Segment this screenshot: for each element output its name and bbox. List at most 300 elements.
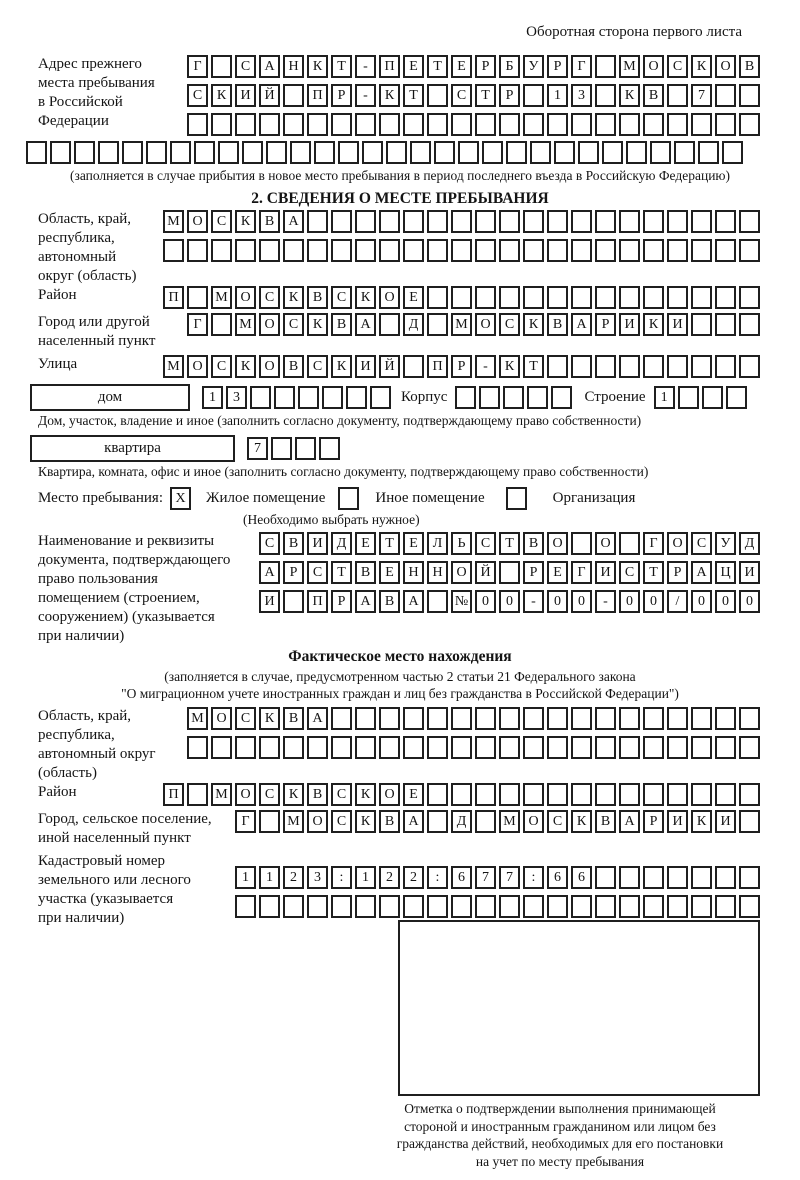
char-cell bbox=[739, 313, 760, 336]
char-cell: О bbox=[523, 810, 544, 833]
char-cell: 7 bbox=[691, 84, 712, 107]
char-cell bbox=[691, 736, 712, 759]
oblast-cells bbox=[163, 210, 760, 262]
char-cell: Р bbox=[331, 84, 352, 107]
char-cell: С bbox=[667, 55, 688, 78]
field-gorod-actual bbox=[38, 810, 760, 848]
char-cell: И bbox=[235, 84, 256, 107]
char-cell bbox=[475, 113, 496, 136]
char-row bbox=[259, 561, 760, 584]
label-line: населенный пункт bbox=[38, 333, 156, 349]
char-cell bbox=[739, 113, 760, 136]
oblast-label bbox=[38, 210, 136, 286]
field-mesto bbox=[38, 487, 760, 510]
char-cell bbox=[98, 141, 119, 164]
char-cell: С bbox=[259, 532, 280, 555]
char-cell bbox=[619, 286, 640, 309]
field-kadastr bbox=[38, 852, 760, 926]
char-cell: М bbox=[619, 55, 640, 78]
char-cell: П bbox=[307, 590, 328, 613]
char-cell bbox=[503, 386, 524, 409]
label-line: Город, сельское поселение, bbox=[38, 811, 212, 827]
char-cell: Й bbox=[379, 355, 400, 378]
char-cell bbox=[715, 783, 736, 806]
char-cell: К bbox=[283, 783, 304, 806]
char-row bbox=[235, 866, 760, 889]
label-line: Федерации bbox=[38, 113, 109, 129]
char-cell: О bbox=[451, 561, 472, 584]
char-cell bbox=[50, 141, 71, 164]
char-cell: П bbox=[379, 55, 400, 78]
char-cell: О bbox=[547, 532, 568, 555]
char-cell bbox=[410, 141, 431, 164]
char-cell: С bbox=[451, 84, 472, 107]
char-cell: 6 bbox=[451, 866, 472, 889]
char-cell: 1 bbox=[259, 866, 280, 889]
char-cell bbox=[739, 210, 760, 233]
char-cell bbox=[346, 386, 367, 409]
gorod-label bbox=[38, 313, 155, 351]
char-cell bbox=[451, 113, 472, 136]
char-cell: М bbox=[451, 313, 472, 336]
label-line: автономный bbox=[38, 249, 117, 265]
char-cell: Е bbox=[403, 783, 424, 806]
gorod-actual-label bbox=[38, 810, 212, 848]
char-cell bbox=[427, 895, 448, 918]
char-cell: С bbox=[691, 532, 712, 555]
char-cell bbox=[523, 239, 544, 262]
char-cell: Р bbox=[331, 590, 352, 613]
actual-title: Фактическое место нахождения bbox=[288, 648, 512, 665]
char-cell: 7 bbox=[247, 437, 268, 460]
char-cell: Р bbox=[667, 561, 688, 584]
char-cell bbox=[283, 895, 304, 918]
char-cell: Р bbox=[499, 84, 520, 107]
char-cell bbox=[271, 437, 292, 460]
char-cell bbox=[314, 141, 335, 164]
char-cell: И bbox=[259, 590, 280, 613]
char-cell: : bbox=[427, 866, 448, 889]
char-cell: С bbox=[211, 210, 232, 233]
char-cell bbox=[595, 355, 616, 378]
char-cell bbox=[403, 736, 424, 759]
char-cell: Д bbox=[739, 532, 760, 555]
char-cell: В bbox=[547, 313, 568, 336]
char-cell bbox=[678, 386, 699, 409]
char-cell: И bbox=[667, 313, 688, 336]
char-cell bbox=[499, 113, 520, 136]
char-cell bbox=[331, 210, 352, 233]
kvartira-box: квартира bbox=[30, 435, 235, 462]
char-cell bbox=[379, 313, 400, 336]
mesto-note: (Необходимо выбрать нужное) bbox=[243, 512, 420, 527]
label-line: Область, край, bbox=[38, 708, 132, 724]
char-cell bbox=[283, 239, 304, 262]
char-cell: А bbox=[355, 590, 376, 613]
char-cell: 0 bbox=[715, 590, 736, 613]
label-line: на учет по месту пребывания bbox=[475, 1153, 645, 1169]
char-cell bbox=[739, 707, 760, 730]
char-cell: С bbox=[283, 313, 304, 336]
char-cell bbox=[379, 707, 400, 730]
char-cell: К bbox=[379, 84, 400, 107]
char-cell bbox=[691, 286, 712, 309]
char-cell bbox=[643, 355, 664, 378]
prev-address-label bbox=[38, 55, 155, 131]
char-cell bbox=[691, 113, 712, 136]
char-cell bbox=[451, 239, 472, 262]
char-cell: А bbox=[355, 313, 376, 336]
section2-title: 2. СВЕДЕНИЯ О МЕСТЕ ПРЕБЫВАНИЯ bbox=[251, 190, 549, 207]
char-row bbox=[26, 141, 800, 164]
char-cell bbox=[307, 239, 328, 262]
field-gorod bbox=[38, 313, 760, 351]
char-row bbox=[259, 590, 760, 613]
char-cell: П bbox=[163, 783, 184, 806]
char-cell: А bbox=[403, 810, 424, 833]
field-kvartira bbox=[30, 435, 760, 462]
char-cell bbox=[259, 113, 280, 136]
label-line: Область, край, bbox=[38, 211, 132, 227]
char-cell bbox=[403, 355, 424, 378]
char-cell bbox=[322, 386, 343, 409]
checkbox-zhiloe: X bbox=[170, 487, 191, 510]
korpus-label: Корпус bbox=[401, 389, 448, 405]
char-cell bbox=[307, 895, 328, 918]
char-cell bbox=[571, 239, 592, 262]
label-line: Кадастровый номер bbox=[38, 853, 165, 869]
char-cell bbox=[475, 736, 496, 759]
char-cell: Т bbox=[427, 55, 448, 78]
char-cell bbox=[643, 113, 664, 136]
char-cell: О bbox=[595, 532, 616, 555]
char-cell bbox=[451, 286, 472, 309]
char-cell: - bbox=[523, 590, 544, 613]
char-cell bbox=[595, 286, 616, 309]
char-cell bbox=[602, 141, 623, 164]
char-cell bbox=[331, 707, 352, 730]
char-cell bbox=[379, 239, 400, 262]
char-cell: Т bbox=[331, 561, 352, 584]
char-cell: В bbox=[379, 590, 400, 613]
char-cell bbox=[691, 239, 712, 262]
char-cell bbox=[595, 736, 616, 759]
char-cell: Г bbox=[571, 561, 592, 584]
char-cell bbox=[475, 239, 496, 262]
char-cell bbox=[331, 895, 352, 918]
char-cell bbox=[259, 239, 280, 262]
char-cell: В bbox=[523, 532, 544, 555]
char-cell bbox=[250, 386, 271, 409]
char-cell bbox=[619, 783, 640, 806]
char-row bbox=[163, 355, 760, 378]
char-cell: : bbox=[331, 866, 352, 889]
char-cell bbox=[307, 113, 328, 136]
char-cell: В bbox=[331, 313, 352, 336]
char-cell bbox=[482, 141, 503, 164]
char-cell: 7 bbox=[475, 866, 496, 889]
char-cell bbox=[667, 113, 688, 136]
char-cell bbox=[619, 532, 640, 555]
char-cell: 2 bbox=[403, 866, 424, 889]
char-cell bbox=[530, 141, 551, 164]
char-cell: Д bbox=[451, 810, 472, 833]
char-cell: С bbox=[307, 355, 328, 378]
char-cell bbox=[595, 210, 616, 233]
char-cell: К bbox=[691, 810, 712, 833]
char-cell bbox=[667, 210, 688, 233]
char-cell: П bbox=[163, 286, 184, 309]
char-cell bbox=[427, 286, 448, 309]
char-cell: Е bbox=[379, 561, 400, 584]
char-cell bbox=[715, 239, 736, 262]
char-row bbox=[187, 313, 760, 336]
char-cell bbox=[667, 355, 688, 378]
char-cell: С bbox=[259, 286, 280, 309]
prev-address-note: (заполняется в случае прибытия в новое место пребывания в период последнего въезда в Российскую Федерацию) bbox=[69, 168, 731, 183]
char-cell bbox=[715, 286, 736, 309]
char-cell: М bbox=[499, 810, 520, 833]
char-cell: В bbox=[307, 286, 328, 309]
char-cell bbox=[595, 895, 616, 918]
char-cell: К bbox=[307, 313, 328, 336]
char-cell: 1 bbox=[355, 866, 376, 889]
oblast-actual-cells bbox=[187, 707, 760, 759]
char-cell bbox=[235, 895, 256, 918]
char-cell bbox=[619, 355, 640, 378]
char-cell bbox=[319, 437, 340, 460]
char-cell: С bbox=[259, 783, 280, 806]
char-cell bbox=[643, 895, 664, 918]
char-cell: 2 bbox=[283, 866, 304, 889]
char-cell: 0 bbox=[643, 590, 664, 613]
char-cell bbox=[691, 313, 712, 336]
char-cell bbox=[295, 437, 316, 460]
checkbox-organizatsiya bbox=[506, 487, 527, 510]
char-row bbox=[163, 239, 760, 262]
label-line: право пользования bbox=[38, 571, 158, 587]
char-cell: 3 bbox=[571, 84, 592, 107]
char-cell: Г bbox=[571, 55, 592, 78]
char-cell: С bbox=[235, 55, 256, 78]
char-cell bbox=[547, 895, 568, 918]
char-row bbox=[235, 810, 760, 833]
char-cell bbox=[211, 736, 232, 759]
char-cell: 0 bbox=[619, 590, 640, 613]
char-cell bbox=[595, 239, 616, 262]
char-cell: И bbox=[715, 810, 736, 833]
label-line: Отметка о подтверждении выполнения принимающей bbox=[404, 1101, 716, 1116]
char-cell bbox=[187, 736, 208, 759]
char-cell bbox=[274, 386, 295, 409]
char-cell: К bbox=[499, 355, 520, 378]
char-cell: А bbox=[619, 810, 640, 833]
label-line: республика, bbox=[38, 230, 115, 246]
char-cell bbox=[379, 113, 400, 136]
label-line: сооружением) (указывается bbox=[38, 609, 215, 625]
prev-address-cells bbox=[187, 55, 760, 136]
stamp-box bbox=[398, 920, 760, 1096]
char-cell: С bbox=[499, 313, 520, 336]
label-line: Город или другой bbox=[38, 314, 150, 330]
char-cell: О bbox=[259, 313, 280, 336]
char-cell: О bbox=[187, 210, 208, 233]
option-label-organizatsiya: Организация bbox=[552, 490, 636, 506]
char-row bbox=[163, 286, 760, 309]
char-cell bbox=[355, 736, 376, 759]
char-cell: Р bbox=[475, 55, 496, 78]
label-line: республика, bbox=[38, 727, 115, 743]
char-cell: С bbox=[331, 810, 352, 833]
char-cell: О bbox=[379, 783, 400, 806]
char-cell bbox=[739, 355, 760, 378]
char-cell bbox=[571, 707, 592, 730]
label-line: при наличии) bbox=[38, 628, 125, 644]
char-cell: М bbox=[163, 355, 184, 378]
char-cell bbox=[266, 141, 287, 164]
label-line: (область) bbox=[38, 765, 97, 781]
char-cell bbox=[667, 783, 688, 806]
char-cell bbox=[571, 783, 592, 806]
option-label-inoe: Иное помещение bbox=[375, 490, 485, 506]
char-cell bbox=[427, 736, 448, 759]
document-label bbox=[38, 532, 230, 646]
char-cell: В bbox=[283, 532, 304, 555]
char-cell: Е bbox=[403, 532, 424, 555]
char-cell bbox=[218, 141, 239, 164]
char-cell: О bbox=[307, 810, 328, 833]
char-row bbox=[163, 210, 760, 233]
char-cell: О bbox=[667, 532, 688, 555]
char-cell bbox=[715, 113, 736, 136]
char-cell bbox=[547, 707, 568, 730]
char-cell: Г bbox=[643, 532, 664, 555]
char-cell bbox=[715, 866, 736, 889]
char-cell bbox=[619, 895, 640, 918]
char-cell bbox=[427, 810, 448, 833]
char-cell: - bbox=[355, 84, 376, 107]
char-cell bbox=[527, 386, 548, 409]
char-cell bbox=[691, 210, 712, 233]
char-cell bbox=[187, 286, 208, 309]
char-cell: О bbox=[715, 55, 736, 78]
char-cell: Н bbox=[427, 561, 448, 584]
char-cell: О bbox=[259, 355, 280, 378]
char-cell bbox=[499, 239, 520, 262]
field-document bbox=[38, 532, 760, 646]
char-cell: В bbox=[379, 810, 400, 833]
char-cell: К bbox=[619, 84, 640, 107]
char-cell: - bbox=[475, 355, 496, 378]
char-cell: И bbox=[739, 561, 760, 584]
char-cell: - bbox=[355, 55, 376, 78]
char-cell: К bbox=[283, 286, 304, 309]
char-cell bbox=[170, 141, 191, 164]
char-row bbox=[187, 113, 760, 136]
char-cell: Т bbox=[331, 55, 352, 78]
page-side-note: Оборотная сторона первого листа bbox=[526, 24, 742, 40]
char-cell bbox=[667, 736, 688, 759]
char-cell bbox=[475, 210, 496, 233]
char-cell bbox=[355, 895, 376, 918]
char-cell bbox=[691, 783, 712, 806]
char-cell bbox=[619, 210, 640, 233]
char-cell bbox=[715, 84, 736, 107]
char-cell: Г bbox=[235, 810, 256, 833]
label-line: стороной и иностранным гражданином или лицом без bbox=[404, 1118, 716, 1134]
char-cell bbox=[499, 286, 520, 309]
char-cell: К bbox=[211, 84, 232, 107]
char-cell: С bbox=[475, 532, 496, 555]
char-cell: К bbox=[355, 286, 376, 309]
actual-note-2: "О миграционном учете иностранных граждан и лиц без гражданства в Российской Федерации") bbox=[121, 686, 679, 701]
char-cell bbox=[715, 707, 736, 730]
char-cell bbox=[715, 313, 736, 336]
field-rayon bbox=[38, 286, 760, 309]
field-prev-address bbox=[38, 55, 760, 136]
char-cell: Т bbox=[403, 84, 424, 107]
char-cell bbox=[643, 707, 664, 730]
char-cell bbox=[571, 210, 592, 233]
char-cell bbox=[722, 141, 743, 164]
char-cell bbox=[499, 707, 520, 730]
char-cell: 0 bbox=[547, 590, 568, 613]
char-cell bbox=[595, 113, 616, 136]
char-cell bbox=[643, 239, 664, 262]
char-cell: К bbox=[307, 55, 328, 78]
char-cell: М bbox=[163, 210, 184, 233]
char-cell bbox=[331, 239, 352, 262]
char-cell: Т bbox=[643, 561, 664, 584]
char-cell: А bbox=[259, 561, 280, 584]
char-cell: 1 bbox=[654, 386, 675, 409]
label-line: Наименование и реквизиты bbox=[38, 533, 215, 549]
char-cell: В bbox=[283, 707, 304, 730]
char-cell bbox=[458, 141, 479, 164]
char-cell bbox=[643, 210, 664, 233]
char-cell: А bbox=[403, 590, 424, 613]
char-cell: А bbox=[259, 55, 280, 78]
char-cell: А bbox=[691, 561, 712, 584]
char-cell: А bbox=[307, 707, 328, 730]
char-cell: О bbox=[187, 355, 208, 378]
char-cell: 0 bbox=[571, 590, 592, 613]
char-cell: К bbox=[235, 355, 256, 378]
char-cell: С bbox=[619, 561, 640, 584]
char-row bbox=[202, 386, 391, 409]
char-cell bbox=[211, 239, 232, 262]
char-cell: О bbox=[235, 783, 256, 806]
char-cell: Е bbox=[451, 55, 472, 78]
char-cell bbox=[307, 736, 328, 759]
char-cell bbox=[667, 286, 688, 309]
char-cell bbox=[523, 736, 544, 759]
char-cell bbox=[667, 239, 688, 262]
char-row bbox=[259, 532, 760, 555]
char-cell: К bbox=[523, 313, 544, 336]
char-cell bbox=[379, 210, 400, 233]
char-row bbox=[187, 736, 760, 759]
prev-address-extra-row bbox=[26, 141, 800, 164]
char-cell: О bbox=[211, 707, 232, 730]
char-cell bbox=[691, 707, 712, 730]
char-cell: Ц bbox=[715, 561, 736, 584]
char-cell: С bbox=[307, 561, 328, 584]
char-cell bbox=[595, 783, 616, 806]
char-cell bbox=[211, 113, 232, 136]
char-cell bbox=[403, 210, 424, 233]
label-line: места пребывания bbox=[38, 75, 155, 91]
